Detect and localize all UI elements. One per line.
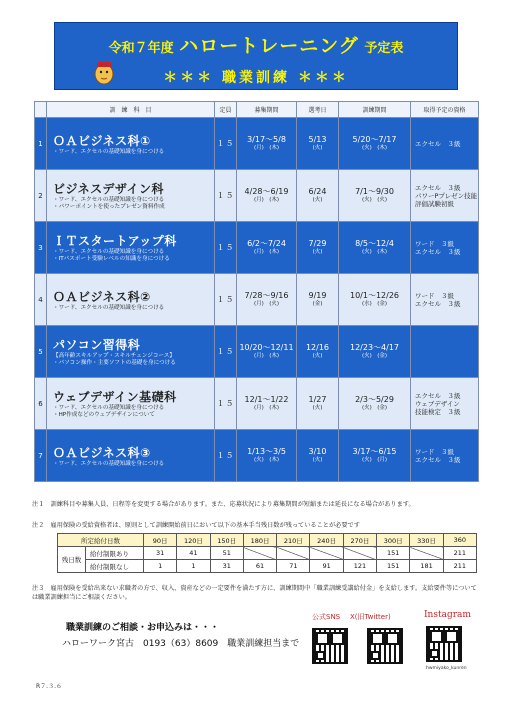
benefit-cell: 151	[377, 547, 410, 560]
course-row	[35, 326, 479, 378]
training-weekdays: (火) (木)	[361, 145, 388, 151]
qualification: パワーPプレゼン技能	[415, 191, 478, 200]
benefit-day: 210日	[277, 534, 310, 547]
title-suffix: 予定表	[364, 41, 404, 56]
capacity: １５	[215, 430, 237, 482]
qualification: ワード ３級	[415, 447, 454, 456]
course-name-cell	[47, 430, 215, 482]
recruit-period-cell	[237, 118, 297, 170]
qr-code-instagram[interactable]	[426, 626, 462, 662]
training-period-cell	[339, 222, 411, 274]
capacity: １５	[215, 378, 237, 430]
recruit-weekdays: (月) (火)	[253, 301, 280, 307]
training-weekdays: (火) (金)	[361, 405, 388, 411]
course-row	[35, 378, 479, 430]
course-title: ウェブデザイン基礎科	[53, 390, 177, 404]
selection-date: 12/16	[305, 343, 330, 352]
selection-date: 3/10	[308, 447, 327, 456]
recruit-weekdays: (月) (木)	[253, 197, 280, 203]
qualifications-cell	[411, 326, 479, 378]
selection-date-cell	[297, 274, 339, 326]
benefit-day: 90日	[144, 534, 177, 547]
benefit-cell: 61	[243, 560, 276, 573]
benefit-header-row	[58, 534, 477, 547]
training-period: 7/1～9/30	[355, 187, 394, 196]
selection-weekday: (火)	[312, 353, 323, 359]
sns-label: 公式SNS	[312, 613, 341, 621]
benefit-cell-empty	[277, 547, 310, 560]
qualification: エクセル ３級	[415, 139, 461, 148]
qualification: エクセル ３級	[415, 455, 461, 464]
title-main: ハロートレーニング	[179, 35, 359, 57]
training-period-cell	[339, 118, 411, 170]
training-period-cell	[339, 274, 411, 326]
selection-date-cell	[297, 118, 339, 170]
recruit-period-cell	[237, 170, 297, 222]
qualifications-cell	[411, 430, 479, 482]
recruit-period: 6/2～7/24	[247, 239, 286, 248]
training-weekdays: (水) (金)	[361, 301, 388, 307]
training-period: 2/3～5/29	[355, 395, 394, 404]
capacity: １５	[215, 326, 237, 378]
qr-code-x[interactable]	[367, 628, 403, 664]
note-2: 注２ 雇用保険の受給資格者は、原則として訓練開始前日において以下の基本手当残日数が残っていることが必要です	[32, 522, 360, 529]
benefit-cell-empty	[343, 547, 376, 560]
course-number: 6	[35, 378, 47, 430]
recruit-weekdays: (月) (木)	[253, 353, 280, 359]
course-description: ・ワード、エクセルの基礎知識を身につける	[53, 304, 165, 311]
recruit-period: 3/17～5/8	[247, 135, 286, 144]
benefit-day: 270日	[343, 534, 376, 547]
qualification: ワード ３級	[415, 291, 454, 300]
benefit-row1-label: 給付制限あり	[86, 547, 144, 560]
recruit-period: 10/20～12/11	[239, 343, 294, 352]
training-weekdays: (火) (月)	[361, 457, 388, 463]
benefit-day: 240日	[310, 534, 343, 547]
column-header: 定員	[215, 102, 237, 118]
course-number: 3	[35, 222, 47, 274]
capacity: １５	[215, 118, 237, 170]
benefit-cell: 71	[277, 560, 310, 573]
benefit-cell: 121	[343, 560, 376, 573]
qualification: エクセル ３級	[415, 183, 461, 192]
contact-info: ハローワーク宮古 0193（63）8609 職業訓練担当まで	[62, 639, 300, 649]
training-period: 8/5～12/4	[355, 239, 394, 248]
benefit-cell: 51	[210, 547, 243, 560]
selection-weekday: (金)	[312, 301, 323, 307]
qualification: エクセル ３級	[415, 391, 461, 400]
course-row	[35, 430, 479, 482]
qualification: 評価試験初級	[415, 199, 454, 208]
course-name-cell	[47, 378, 215, 430]
capacity: １５	[215, 170, 237, 222]
course-title: ＩＴスタートアップ科	[53, 234, 177, 248]
qualification: ウェブデザイン	[415, 399, 460, 408]
recruit-weekdays: (月) (木)	[253, 145, 280, 151]
selection-weekday: (火)	[312, 405, 323, 411]
course-title: ＯＡビジネス科②	[53, 289, 151, 304]
course-title: ＯＡビジネス科①	[53, 133, 151, 148]
title-prefix: 令和７年度	[108, 41, 174, 56]
training-period: 3/17～6/15	[352, 447, 397, 456]
benefit-cell: 181	[410, 560, 443, 573]
training-period-cell	[339, 326, 411, 378]
course-number: 5	[35, 326, 47, 378]
course-schedule-table	[34, 101, 479, 482]
benefit-day: 360	[443, 534, 476, 547]
benefit-cell: 31	[144, 547, 177, 560]
benefit-cell: 1	[144, 560, 177, 573]
course-row	[35, 118, 479, 170]
recruit-period: 7/28～9/16	[244, 291, 289, 300]
recruit-weekdays: (月) (木)	[253, 249, 280, 255]
course-title: ビジネスデザイン科	[53, 182, 165, 196]
selection-date-cell	[297, 222, 339, 274]
column-header: 選考日	[297, 102, 339, 118]
contact-title: 職業訓練のご相談・お申込みは・・・	[66, 623, 220, 633]
qualifications-cell	[411, 118, 479, 170]
course-row	[35, 170, 479, 222]
column-header: 訓練期間	[339, 102, 411, 118]
course-description: ・ワード、エクセルの基礎知識を身につける	[53, 249, 165, 255]
benefit-cell: 41	[177, 547, 210, 560]
recruit-weekdays: (火) (木)	[253, 457, 280, 463]
benefit-row2-label: 給付制限なし	[86, 560, 144, 573]
selection-weekday: (火)	[312, 145, 323, 151]
column-header: 取得予定の資格	[411, 102, 479, 118]
course-name-cell	[47, 222, 215, 274]
training-weekdays: (火) (火)	[361, 197, 388, 203]
benefit-cell-empty	[243, 547, 276, 560]
table-header-row	[35, 102, 479, 118]
instagram-handle: hwmiyako_kunren	[426, 666, 467, 671]
training-weekdays: (火) (木)	[361, 249, 388, 255]
qualifications-cell	[411, 378, 479, 430]
course-description: ・パワーポイントを使ったプレゼン資料作成	[53, 204, 165, 210]
qualifications-cell	[411, 274, 479, 326]
page-subtitle: ＊＊＊ 職業訓練 ＊＊＊	[163, 70, 349, 86]
course-number: 7	[35, 430, 47, 482]
document-date: R７.３.６	[36, 683, 62, 690]
selection-date: 1/27	[308, 395, 327, 404]
column-header: 訓 練 科 目	[47, 102, 215, 118]
course-description: ・ワード、エクセルの基礎知識を身につける	[53, 405, 165, 411]
recruit-period-cell	[237, 222, 297, 274]
selection-date: 5/13	[308, 135, 327, 144]
benefit-day: 150日	[210, 534, 243, 547]
course-description: ・ワード、エクセルの基礎知識を身につける	[53, 197, 165, 203]
course-description: ・ワード、エクセルの基礎知識を身につける	[53, 460, 165, 467]
course-name-cell	[47, 326, 215, 378]
capacity: １５	[215, 222, 237, 274]
column-header: 募集期間	[237, 102, 297, 118]
selection-date-cell	[297, 430, 339, 482]
selection-date-cell	[297, 378, 339, 430]
training-period: 10/1～12/26	[349, 291, 400, 300]
benefit-day: 300日	[377, 534, 410, 547]
qualification: ワード ３級	[415, 239, 454, 248]
selection-weekday: (火)	[312, 249, 323, 255]
qualifications-cell	[411, 170, 479, 222]
course-description: 【高年齢スキルアップ・スキルチェンジコース】	[53, 353, 175, 359]
selection-date-cell	[297, 170, 339, 222]
qualification: エクセル ３級	[415, 299, 461, 308]
x-label: X(旧Twitter)	[350, 613, 391, 621]
selection-date-cell	[297, 326, 339, 378]
recruit-period-cell	[237, 378, 297, 430]
training-weekdays: (火) (金)	[361, 353, 388, 359]
qualification: 技能検定 ３級	[415, 407, 461, 416]
training-period: 12/23～4/17	[349, 343, 400, 352]
benefit-cell: 1	[177, 560, 210, 573]
benefit-cell-empty	[410, 547, 443, 560]
course-row	[35, 222, 479, 274]
recruit-period-cell	[237, 326, 297, 378]
course-description: ・パソコン操作・主要ソフトの基礎を身につける	[53, 360, 176, 366]
recruit-period-cell	[237, 430, 297, 482]
course-name-cell	[47, 118, 215, 170]
qr-code-sns[interactable]	[312, 628, 348, 664]
benefit-header-label: 所定給付日数	[58, 534, 144, 547]
benefit-row-label: 残日数	[58, 547, 86, 573]
benefit-cell: 151	[377, 560, 410, 573]
course-number: 4	[35, 274, 47, 326]
benefit-row-limited	[58, 547, 477, 560]
course-description: ・ITパスポート受験レベルの知識を身につける	[53, 256, 170, 262]
course-name-cell	[47, 274, 215, 326]
benefit-cell-empty	[310, 547, 343, 560]
note-1: 注１ 訓練科目や募集人員、日程等を変更する場合があります。また、応募状況により募集期間が短縮または延長になる場合があります。	[32, 501, 415, 508]
course-row	[35, 274, 479, 326]
recruit-weekdays: (月) (木)	[253, 405, 280, 411]
selection-weekday: (火)	[312, 197, 323, 203]
recruit-period: 12/1～1/22	[244, 395, 289, 404]
recruit-period-cell	[237, 274, 297, 326]
selection-weekday: (火)	[312, 457, 323, 463]
note-3: 注３ 雇用保険を受給出来ない求職者の方で、収入、資産などの一定要件を満たす方に、訓練期間中「職業訓練受講給付金」を支給します。支給要件等については職業訓練担当にご相談ください。	[32, 585, 477, 601]
training-period-cell	[339, 170, 411, 222]
qualifications-cell	[411, 222, 479, 274]
selection-date: 9/19	[308, 291, 327, 300]
column-header	[35, 102, 47, 118]
benefit-cell: 211	[443, 560, 476, 573]
benefit-day: 180日	[243, 534, 276, 547]
selection-date: 6/24	[308, 187, 327, 196]
benefit-day: 120日	[177, 534, 210, 547]
course-title: パソコン習得科	[53, 338, 141, 352]
course-description: ・HP作成などのウェブデザインについて	[53, 412, 155, 418]
course-description: ・ワード、エクセルの基礎知識を身につける	[53, 148, 165, 155]
benefit-cell: 31	[210, 560, 243, 573]
training-period-cell	[339, 430, 411, 482]
benefit-cell: 211	[443, 547, 476, 560]
course-title: ＯＡビジネス科③	[53, 445, 151, 460]
selection-date: 7/29	[308, 239, 327, 248]
benefit-days-table	[57, 533, 477, 573]
recruit-period: 4/28～6/19	[244, 187, 289, 196]
title-banner	[54, 22, 458, 90]
training-period-cell	[339, 378, 411, 430]
capacity: １５	[215, 274, 237, 326]
page-title	[55, 31, 457, 58]
benefit-cell: 91	[310, 560, 343, 573]
course-number: 1	[35, 118, 47, 170]
training-period: 5/20～7/17	[352, 135, 397, 144]
course-number: 2	[35, 170, 47, 222]
course-name-cell	[47, 170, 215, 222]
qualification: エクセル ３級	[415, 247, 461, 256]
benefit-row-unlimited	[58, 560, 477, 573]
benefit-day: 330日	[410, 534, 443, 547]
recruit-period: 1/13～3/5	[247, 447, 286, 456]
instagram-label: Instagram	[424, 610, 471, 620]
